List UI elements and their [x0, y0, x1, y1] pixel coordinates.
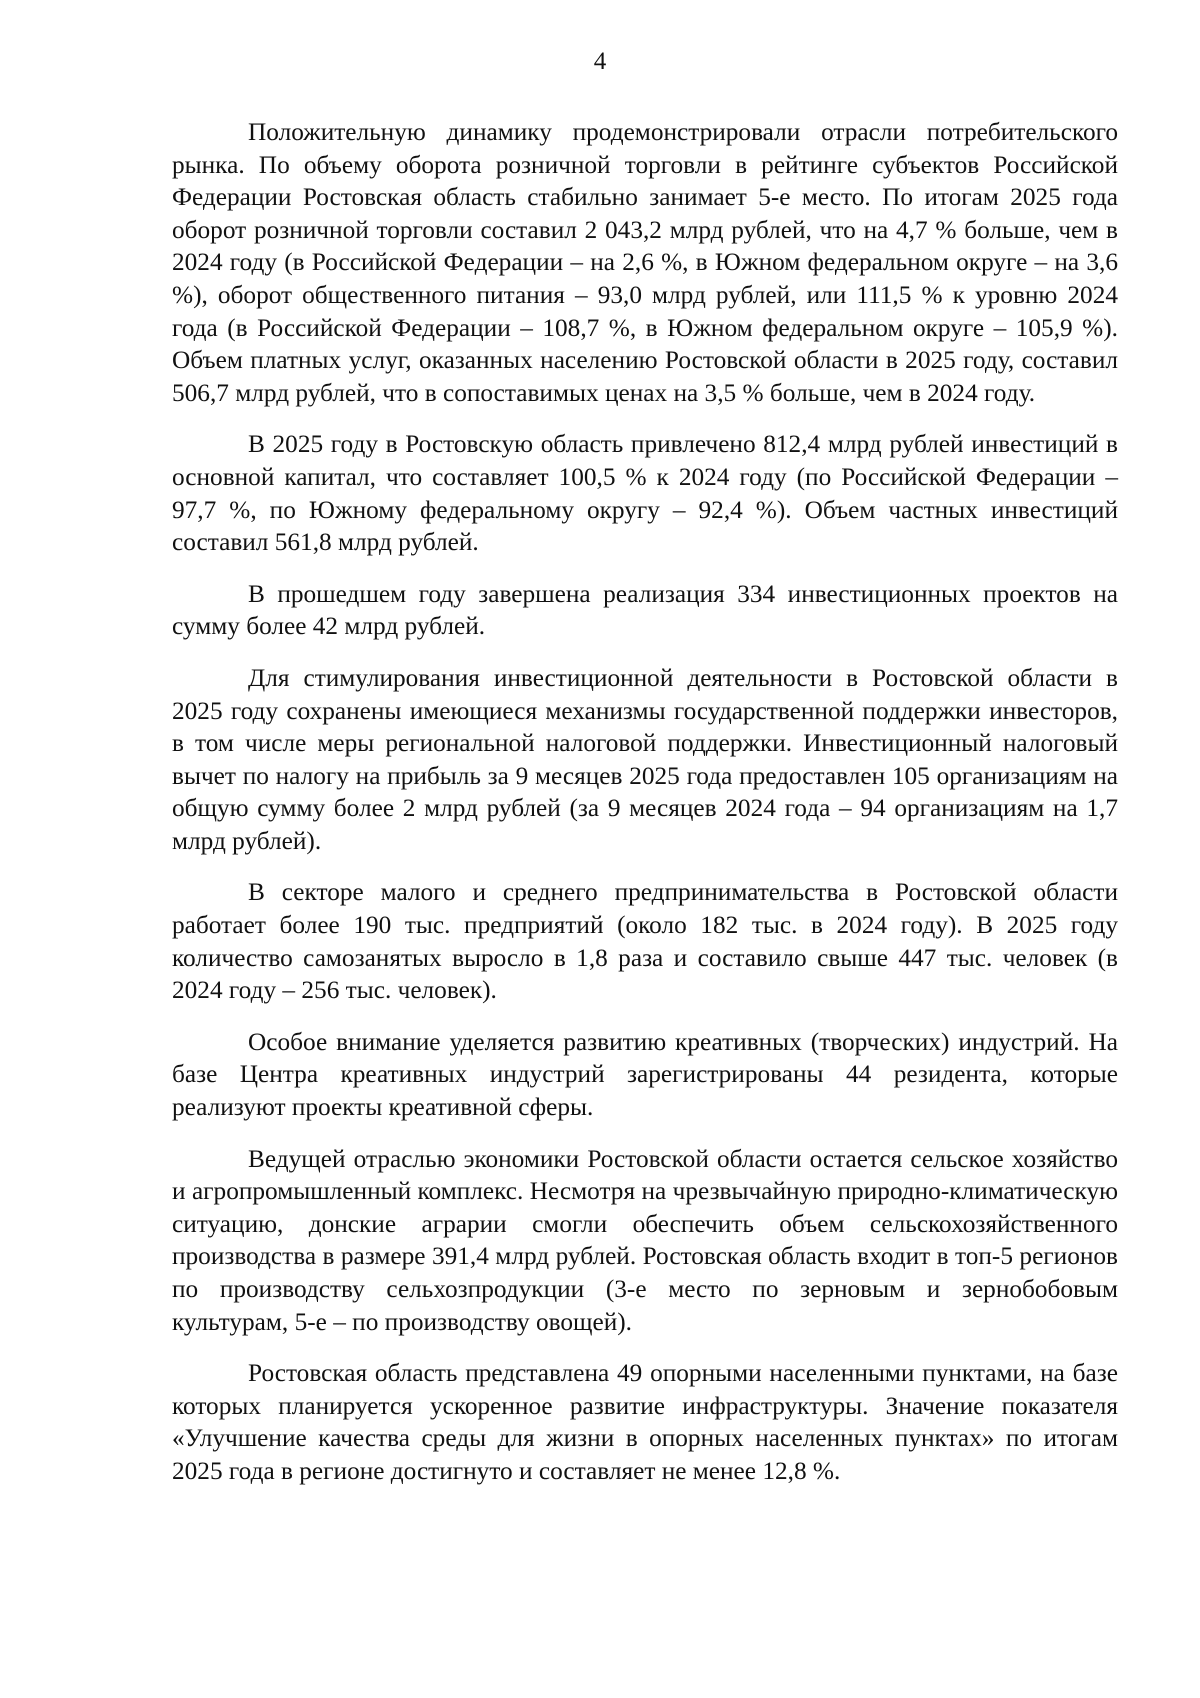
paragraph-creative-industries: Особое внимание уделяется развитию креативных (творческих) индустрий. На базе Центра креативных индустрий зарегистрированы 44 резидента, которые реализуют проекты креативной сферы. — [172, 1027, 1118, 1122]
document-body — [172, 116, 1118, 1507]
page-number: 4 — [593, 48, 607, 75]
paragraph-investor-support: Для стимулирования инвестиционной деятельности в Ростовской области в 2025 году сохранены имеющиеся механизмы государственной поддержки инвесторов, в том числе меры региональной налоговой поддержки. Инвестиционный налоговый вычет по налогу на прибыль за 9 месяцев 2025 года предоставлен 105 организациям на общую сумму более 2 млрд рублей (за 9 месяцев 2024 года – 94 организациям на 1,7 млрд рублей). — [172, 663, 1118, 855]
paragraph-investments: В 2025 году в Ростовскую область привлечено 812,4 млрд рублей инвестиций в основной капитал, что составляет 100,5 % к 2024 году (по Российской Федерации – 97,7 %, по Южному федеральному округу – 92,4 %). Объем частных инвестиций составил 561,8 млрд рублей. — [172, 430, 1118, 557]
paragraph-consumer-market: Положительную динамику продемонстрировали отрасли потребительского рынка. По объему оборота розничной торговли в рейтинге субъектов Российской Федерации Ростовская область стабильно занимает 5-е место. По итогам 2025 года оборот розничной торговли составил 2 043,2 млрд рублей, что на 4,7 % больше, чем в 2024 году (в Российской Федерации – на 2,6 %, в Южном федеральном округе – на 3,6 %), оборот общественного питания – 93,0 млрд рублей, или 111,5 % к уровню 2024 года (в Российской Федерации – 108,7 %, в Южном федеральном округе – 105,9 %). Объем платных услуг, оказанных населению Ростовской области в 2025 году, составил 506,7 млрд рублей, что в сопоставимых ценах на 3,5 % больше, чем в 2024 году. — [172, 118, 1118, 407]
paragraph-support-settlements: Ростовская область представлена 49 опорными населенными пунктами, на базе которых планируется ускоренное развитие инфраструктуры. Значение показателя «Улучшение качества среды для жизни в опорных населенных пунктах» по итогам 2025 года в регионе достигнуто и составляет не менее 12,8 %. — [172, 1359, 1118, 1485]
paragraph-investment-projects: В прошедшем году завершена реализация 334 инвестиционных проектов на сумму более 42 млрд рублей. — [172, 579, 1118, 641]
paragraph-agriculture: Ведущей отраслью экономики Ростовской области остается сельское хозяйство и агропромышленный комплекс. Несмотря на чрезвычайную природно-климатическую ситуацию, донские аграрии смогли обеспечить объем сельскохозяйственного производства в размере 391,4 млрд рублей. Ростовская область входит в топ-5 регионов по производству сельхозпродукции (3-е место по зерновым и зернобобовым культурам, 5-е – по производству овощей). — [172, 1144, 1118, 1336]
paragraph-small-business: В секторе малого и среднего предпринимательства в Ростовской области работает более 190 тыс. предприятий (около 182 тыс. в 2024 году). В 2025 году количество самозанятых выросло в 1,8 раза и составило свыше 447 тыс. человек (в 2024 году – 256 тыс. человек). — [172, 878, 1118, 1005]
